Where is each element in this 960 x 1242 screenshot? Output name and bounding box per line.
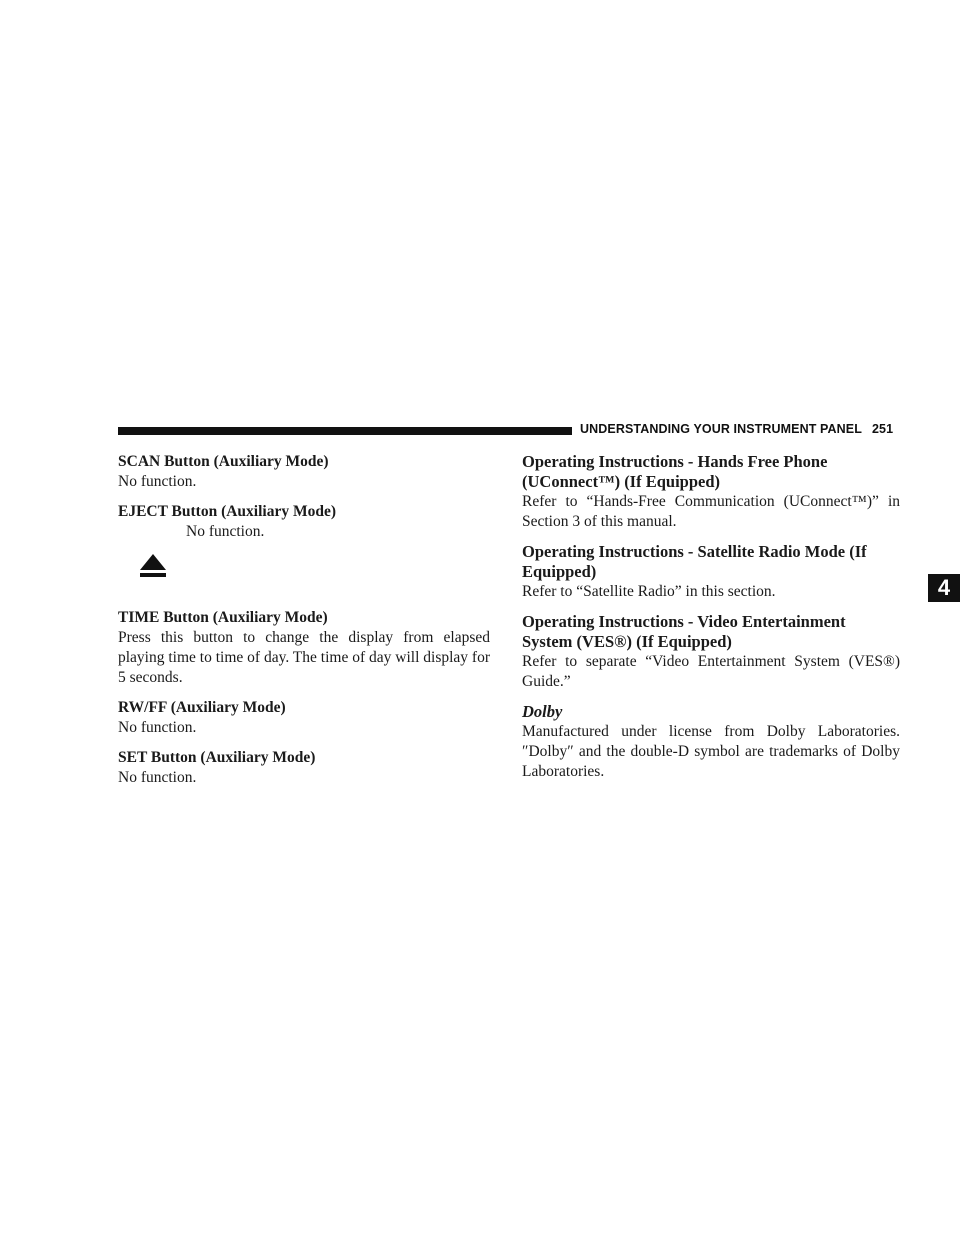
section-scan xyxy=(118,452,490,492)
eject-icon xyxy=(138,550,168,580)
section-heading: Operating Instructions - Hands Free Phone (UConnect™) (If Equipped) xyxy=(522,452,828,491)
section-rwff xyxy=(118,698,490,738)
section-heading: EJECT Button (Auxiliary Mode) xyxy=(118,503,337,520)
eject-row xyxy=(118,522,490,598)
section-body: Manufactured under license from Dolby Laboratories. ″Dolby″ and the double-D symbol are trademarks of Dolby Laboratories. xyxy=(522,723,900,780)
section-heading: Operating Instructions - Video Entertainment System (VES®) (If Equipped) xyxy=(522,612,846,651)
page-number: 251 xyxy=(871,422,894,436)
right-column xyxy=(522,452,900,792)
section-body: Press this button to change the display from elapsed playing time to time of day. The time of day will display for 5 seconds. xyxy=(118,629,490,686)
section-ves xyxy=(522,612,900,692)
section-title: UNDERSTANDING YOUR INSTRUMENT PANEL xyxy=(580,422,862,436)
section-heading: Dolby xyxy=(522,702,563,721)
section-body: Refer to separate “Video Entertainment System (VES®) Guide.” xyxy=(522,653,900,690)
section-dolby xyxy=(522,702,900,782)
section-body: No function. xyxy=(186,523,265,540)
header-rule xyxy=(118,427,572,435)
section-body: No function. xyxy=(118,719,197,736)
section-hands-free xyxy=(522,452,900,532)
section-heading: TIME Button (Auxiliary Mode) xyxy=(118,609,328,626)
section-body: No function. xyxy=(118,769,197,786)
section-body: No function. xyxy=(118,473,197,490)
section-heading: SET Button (Auxiliary Mode) xyxy=(118,749,316,766)
section-heading: RW/FF (Auxiliary Mode) xyxy=(118,699,286,716)
chapter-tab: 4 xyxy=(928,574,960,602)
section-time xyxy=(118,608,490,688)
left-column xyxy=(118,452,490,798)
section-heading: SCAN Button (Auxiliary Mode) xyxy=(118,453,329,470)
running-header xyxy=(580,422,893,440)
section-set xyxy=(118,748,490,788)
section-satellite xyxy=(522,542,900,602)
section-heading: Operating Instructions - Satellite Radio Mode (If Equipped) xyxy=(522,542,867,581)
section-eject xyxy=(118,502,490,598)
section-body: Refer to “Satellite Radio” in this section. xyxy=(522,583,776,600)
section-body: Refer to “Hands-Free Communication (UConnect™)” in Section 3 of this manual. xyxy=(522,493,900,530)
